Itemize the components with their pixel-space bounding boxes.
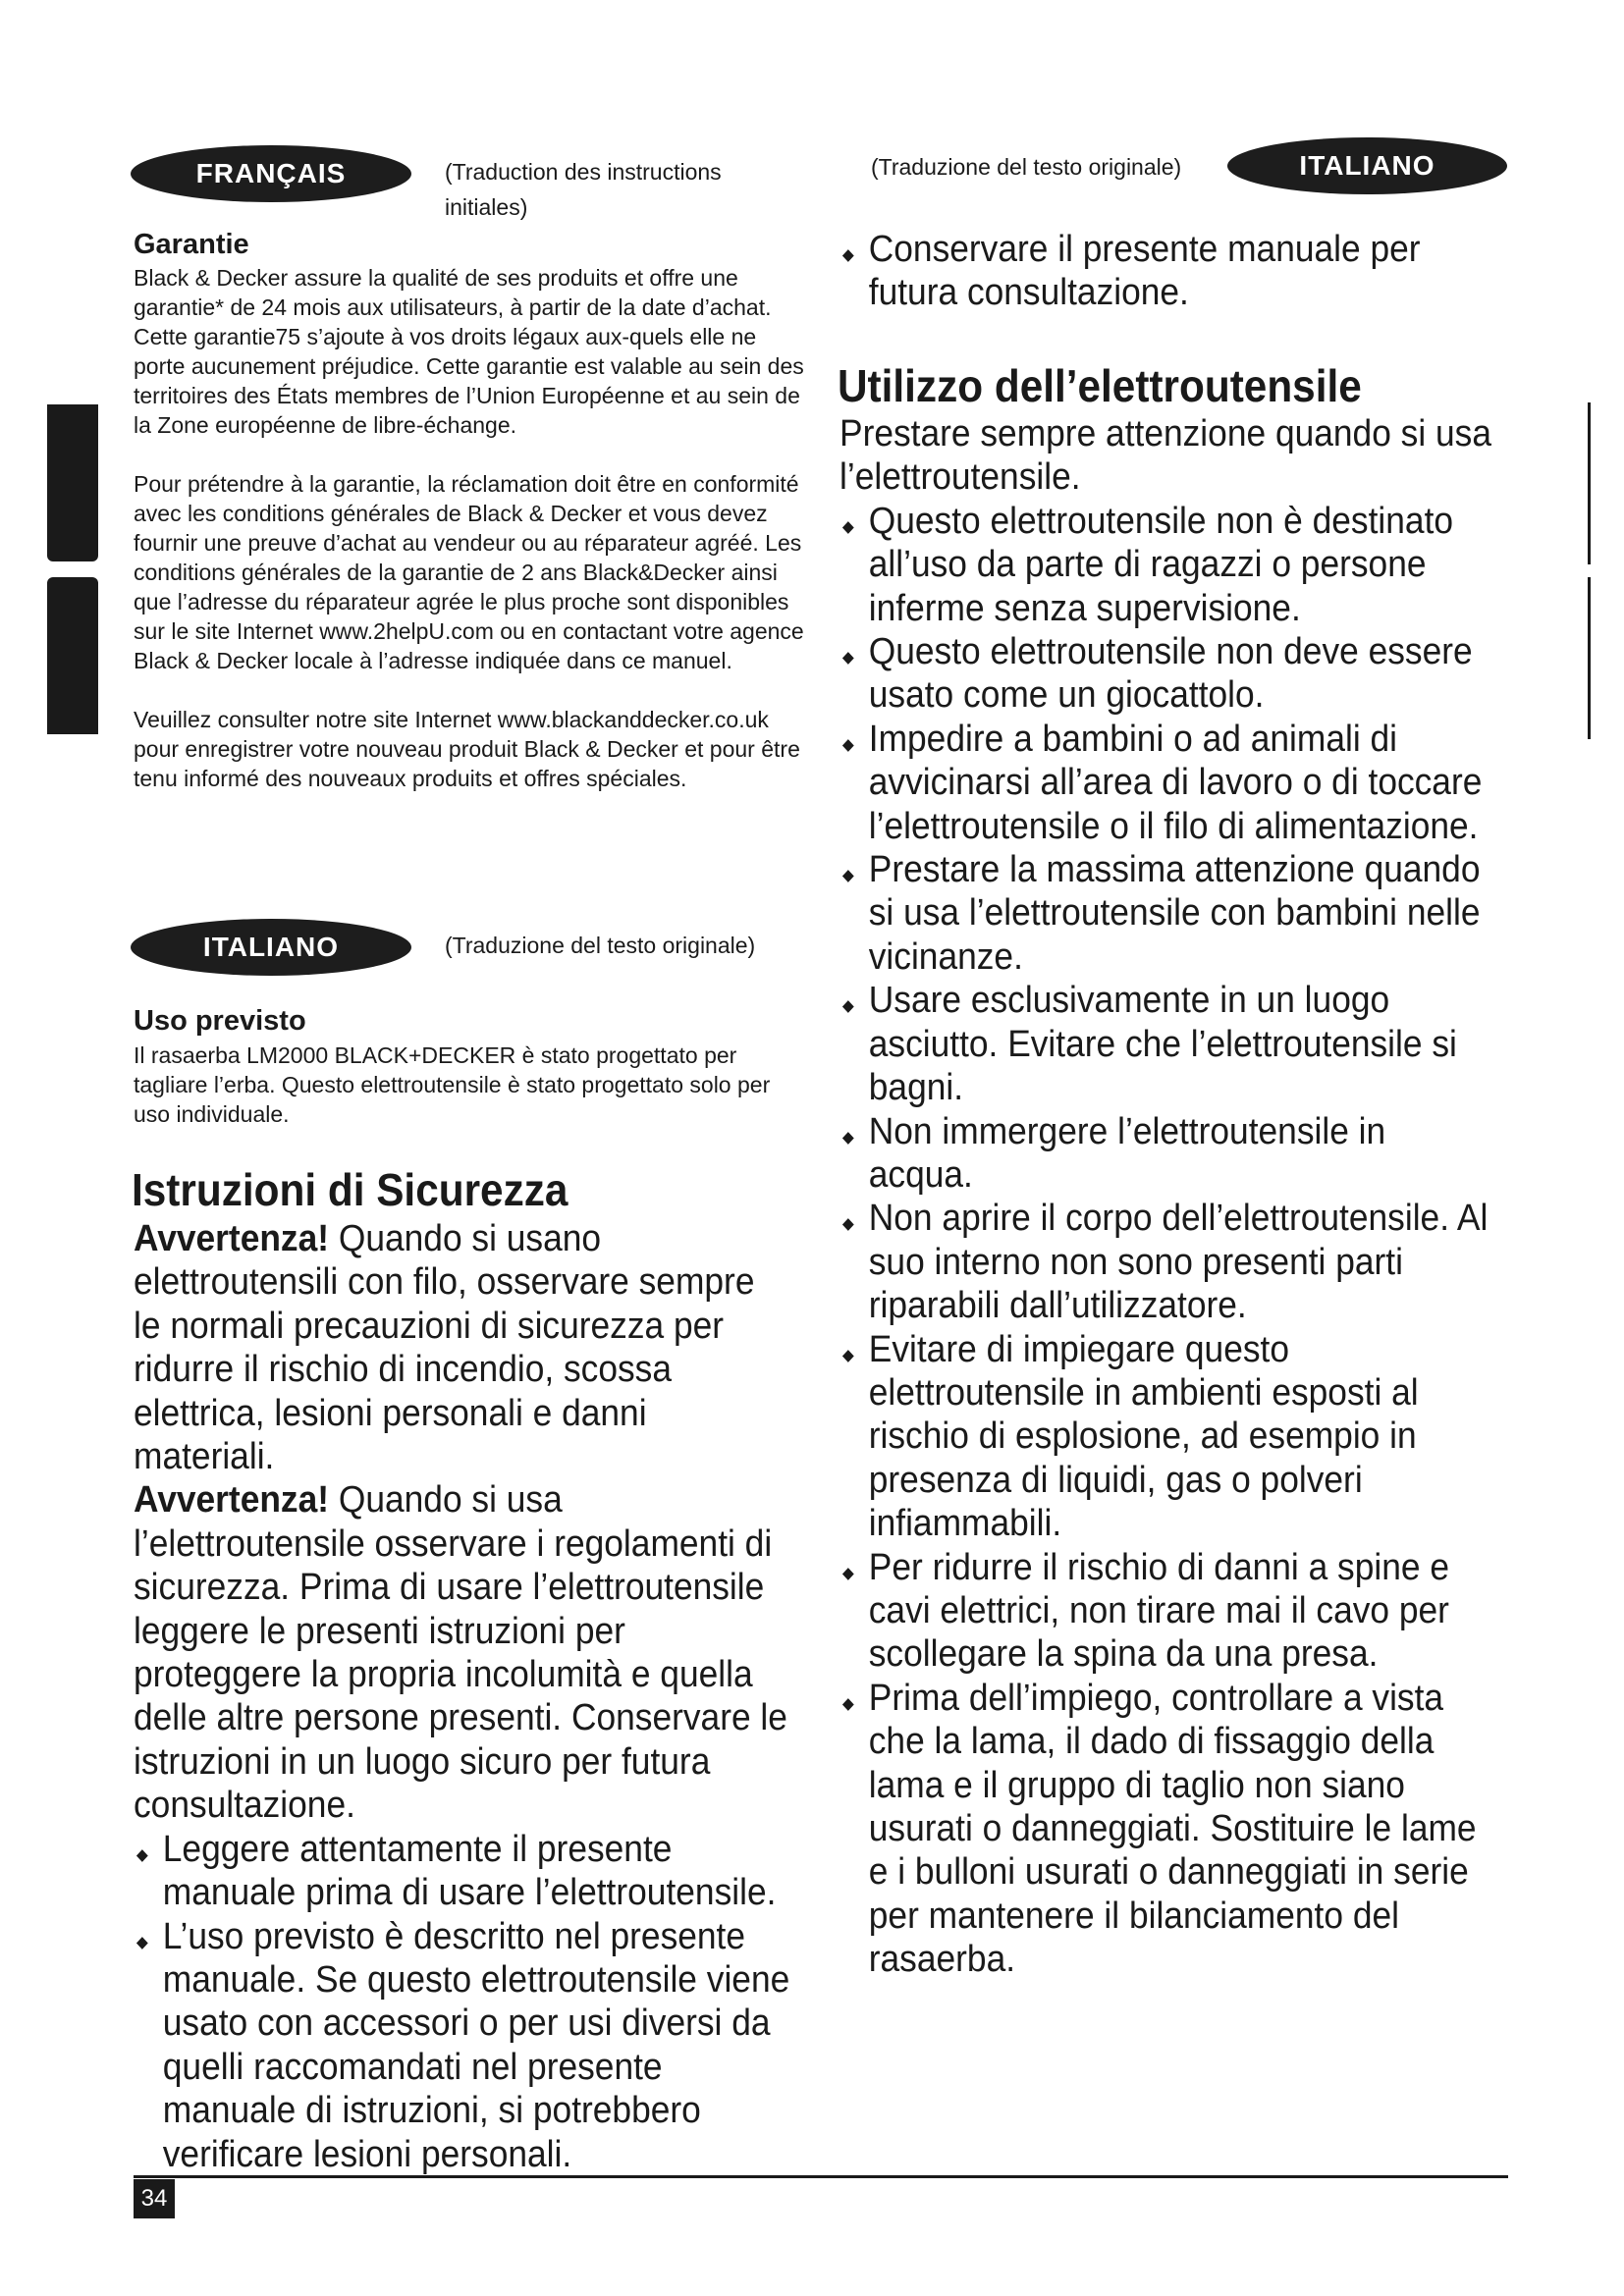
garantie-paragraph-2: Pour prétendre à la garantie, la réclamation doit être en conformité avec les conditions générales de Black & Decker et vous devez fournir une preuve d’achat au vendeur ou au réparateur agréé. Les conditions générales de la garantie de 2 ans Black&Decker ainsi que l’adresse du réparateur agrée le plus proche sont disponibles sur le site Internet www.2helpU.com ou en contactant votre agence Black & Decker locale à l’adresse indiquée dans ce manuel. bbox=[134, 471, 804, 673]
istruzioni-body bbox=[134, 1217, 791, 2176]
garantie-paragraph-3: Veuillez consulter notre site Internet www.blackanddecker.co.uk pour enregistrer votre nouveau produit Black & Decker et pour être tenu informé des nouveaux produits et offres spéciales. bbox=[134, 707, 800, 791]
warning-2-text: Quando si usa l’elettroutensile osservare i regolamenti di sicurezza. Prima di usare l’elettroutensile leggere le presenti istruzioni per proteggere la propria incolumità e quella delle altre persone presenti. Conservare le istruzioni in un luogo sicuro per futura consultazione. bbox=[134, 1479, 787, 1827]
list-item: Prima dell’impiego, controllare a vista che la lama, il dado di fissaggio della lama e il gruppo di taglio non siano usurati o danneggiati. Sostituire le lame e i bulloni usurati o danneggiati in serie per mantenere il bilanciamento del rasaerba. bbox=[839, 1677, 1497, 1982]
right-bullet-list bbox=[839, 500, 1497, 1982]
footer-rule bbox=[134, 2175, 1508, 2178]
italiano-badge-right: ITALIANO bbox=[1227, 137, 1507, 194]
utilizzo-body bbox=[839, 412, 1497, 1982]
istruzioni-title: Istruzioni di Sicurezza bbox=[132, 1164, 568, 1215]
list-item: L’uso previsto è descritto nel presente manuale. Se questo elettroutensile viene usato con accessori o per usi diversi da quelli raccomandati nel presente manuale di istruzioni, si potrebbero verificare lesioni personali. bbox=[134, 1915, 791, 2176]
list-item: Conservare il presente manuale per futura consultazione. bbox=[839, 228, 1497, 315]
list-item: Questo elettroutensile non deve essere usato come un giocattolo. bbox=[839, 630, 1497, 718]
list-item: Non immergere l’elettroutensile in acqua. bbox=[839, 1110, 1497, 1198]
warning-1 bbox=[134, 1217, 791, 1478]
warning-1-label: Avvertenza! bbox=[134, 1218, 330, 1259]
warning-1-text: Quando si usano elettroutensili con filo, osservare sempre le normali precauzioni di sicurezza per ridurre il rischio di incendio, scossa elettrica, lesioni personali e danni materiali. bbox=[134, 1218, 755, 1478]
francais-badge: FRANÇAIS bbox=[131, 145, 411, 202]
list-item: Impedire a bambini o ad animali di avvicinarsi all’area di lavoro o di toccare l’elettroutensile o il filo di alimentazione. bbox=[839, 718, 1497, 848]
margin-rule-upper bbox=[1588, 402, 1591, 564]
garantie-section bbox=[134, 263, 811, 823]
margin-tab-upper bbox=[47, 404, 98, 561]
italiano-badge-left: ITALIANO bbox=[131, 919, 411, 976]
it-translation-note-left: (Traduzione del testo originale) bbox=[445, 933, 756, 958]
utilizzo-title: Utilizzo dell’elettroutensile bbox=[838, 360, 1362, 411]
list-item: Leggere attentamente il presente manuale prima di usare l’elettroutensile. bbox=[134, 1828, 791, 1915]
list-item: Prestare la massima attenzione quando si usa l’elettroutensile con bambini nelle vicinanze. bbox=[839, 848, 1497, 979]
garantie-paragraph-1: Black & Decker assure la qualité de ses produits et offre une garantie* de 24 mois aux utilisateurs, à partir de la date d’achat. Cette garantie75 s’ajoute à vos droits légaux aux-quels elle ne porte aucunement préjudice. Cette garantie est valable au sein des territoires des États membres de l’Union Européenne et au sein de la Zone européenne de libre-échange. bbox=[134, 265, 804, 438]
fr-translation-note: (Traduction des instructions initiales) bbox=[445, 159, 722, 220]
right-first-bullet bbox=[839, 228, 1497, 315]
left-bullet-list bbox=[134, 1828, 791, 2176]
garantie-title: Garantie bbox=[134, 229, 249, 260]
list-item: Evitare di impiegare questo elettroutensile in ambienti esposti al rischio di esplosione, ad esempio in presenza di liquidi, gas o polveri infiammabili. bbox=[839, 1328, 1497, 1546]
warning-2 bbox=[134, 1478, 791, 1827]
page-number: 34 bbox=[134, 2179, 175, 2218]
utilizzo-intro: Prestare sempre attenzione quando si usa l’elettroutensile. bbox=[839, 413, 1492, 499]
list-item: Per ridurre il rischio di danni a spine e cavi elettrici, non tirare mai il cavo per scollegare la spina da una presa. bbox=[839, 1546, 1497, 1677]
list-item: Usare esclusivamente in un luogo asciutto. Evitare che l’elettroutensile si bagni. bbox=[839, 979, 1497, 1109]
warning-2-label: Avvertenza! bbox=[134, 1479, 330, 1522]
list-item: Questo elettroutensile non è destinato all’uso da parte di ragazzi o persone inferme senza supervisione. bbox=[839, 500, 1497, 630]
margin-rule-lower bbox=[1588, 577, 1591, 739]
uso-previsto-text: Il rasaerba LM2000 BLACK+DECKER è stato progettato per tagliare l’erba. Questo elettroutensile è stato progettato solo per uso individuale. bbox=[134, 1042, 771, 1127]
list-item: Non aprire il corpo dell’elettroutensile. Al suo interno non sono presenti parti riparabili dall’utilizzatore. bbox=[839, 1197, 1497, 1327]
margin-tab-lower bbox=[47, 577, 98, 734]
it-translation-note-right: (Traduzione del testo originale) bbox=[871, 154, 1182, 180]
uso-previsto-title: Uso previsto bbox=[134, 1005, 306, 1037]
